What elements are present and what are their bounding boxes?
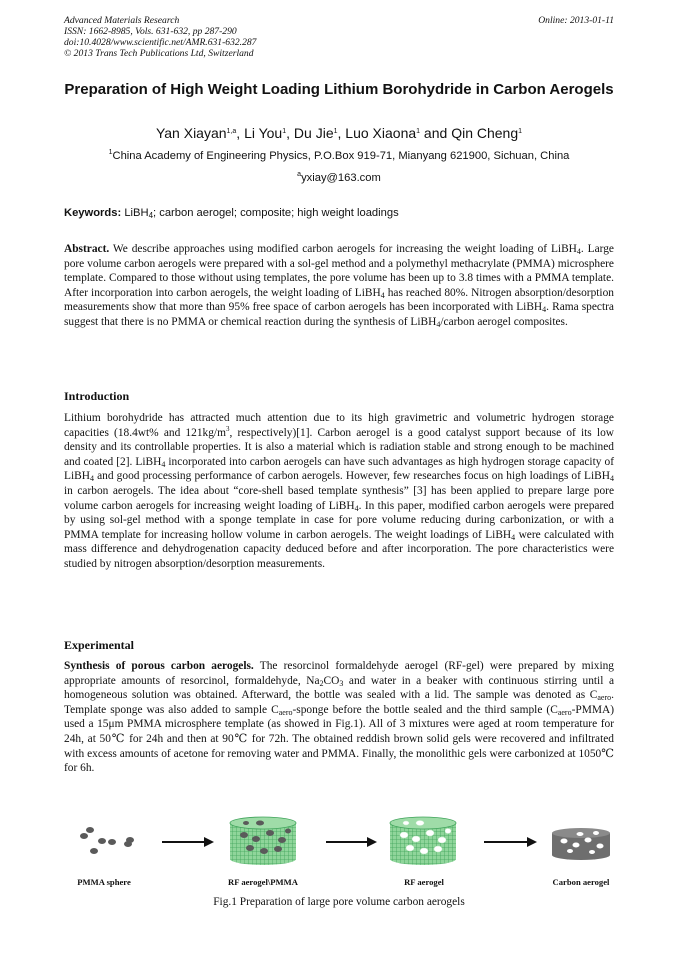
author-name: Du Jie <box>293 125 334 141</box>
email-address[interactable]: yxiay@163.com <box>301 172 381 184</box>
abstract-label: Abstract. <box>64 243 110 255</box>
author-separator: , <box>337 125 346 141</box>
subscript: 2 <box>319 678 324 688</box>
text-run: and water in a beaker with continuous stirring until a homogeneous solution was obtained. Afterward, the bottle was sealed with a lid. The sample was denoted as C <box>64 674 614 702</box>
text-run: were calculated with mass difference and dehydrogenation capacity deduced before and after incorporation. The pore characteristics were studied by nitrogen absorption/desorption measurements. <box>64 528 614 570</box>
pmma-spheres <box>80 827 134 854</box>
sphere <box>86 827 94 833</box>
subscript: 4 <box>89 474 94 484</box>
label-rf-aerogel: RF aerogel <box>404 877 444 887</box>
introduction-body <box>64 411 614 572</box>
author-separator: , <box>236 125 245 141</box>
affiliation-superscript: 1 <box>108 149 113 156</box>
author-name: Luo Xiaona <box>345 125 417 141</box>
experimental-text <box>64 660 614 774</box>
author-superscript: 1 <box>282 128 287 135</box>
arrow-right-icon <box>162 837 214 847</box>
figure-caption: Fig.1 Preparation of large pore volume carbon aerogels <box>213 896 465 908</box>
rf-aerogel-pmma-cylinder <box>230 817 296 865</box>
subscript: aero <box>278 707 293 717</box>
keywords-rest: ; carbon aerogel; composite; high weight loadings <box>153 207 399 219</box>
sphere <box>90 848 98 854</box>
text-run: -sponge before the bottle sealed and the third sample (C <box>292 703 558 716</box>
text-run: has reached 80%. Nitrogen absorption/desorption measurements show that more than 95% free space of carbon aerogels has been incorporated with LiBH <box>64 286 614 314</box>
issn-line: ISSN: 1662-8985, Vols. 631-632, pp 287-290 <box>64 26 237 37</box>
subscript: aero <box>557 707 572 717</box>
text-run: The resorcinol formaldehyde aerogel (RF-gel) were prepared by mixing appropriate amounts of resorcinol, formaldehyde, Na <box>64 660 614 687</box>
subscript: 4 <box>380 290 385 300</box>
figure-1 <box>64 815 624 895</box>
author-superscript: 1 <box>518 128 523 135</box>
introduction-heading: Introduction <box>64 389 130 403</box>
experimental-body <box>64 659 614 776</box>
copyright-line: © 2013 Trans Tech Publications Ltd, Switzerland <box>64 48 254 59</box>
subscript: 4 <box>511 532 516 542</box>
subscript: 4 <box>436 319 441 329</box>
text-run: . Rama spectra suggest that there is no PMMA or chemical reaction during the synthesis of LiBH <box>64 301 614 328</box>
affiliation-text: China Academy of Engineering Physics, P.O.Box 919-71, Mianyang 621900, Sichuan, China <box>112 150 570 162</box>
keywords <box>64 206 614 220</box>
paper-title: Preparation of High Weight Loading Lithium Borohydride in Carbon Aerogels <box>64 81 614 98</box>
author-separator: , <box>286 125 294 141</box>
text-run: , respectively)[1]. Carbon aerogel is a good catalyst support because of its low density and its controllable properties. It is also a material which is radiation stable and strong enough to be machined and coated [2]. LiBH <box>64 426 614 468</box>
author-name: Li You <box>244 125 283 141</box>
author-separator: and <box>420 125 452 141</box>
text-run: /carbon aerogel composites. <box>440 315 568 328</box>
journal-name: Advanced Materials Research <box>64 15 180 26</box>
journal-header <box>64 15 256 59</box>
sphere <box>98 838 106 844</box>
email <box>64 171 614 185</box>
sphere <box>80 833 88 839</box>
keyword-subscript: 4 <box>148 211 154 220</box>
online-date: Online: 2013-01-11 <box>538 15 614 26</box>
sphere <box>108 839 116 845</box>
arrow-right-icon <box>326 837 377 847</box>
subscript: 4 <box>161 459 166 469</box>
author-superscript: 1 <box>416 128 421 135</box>
carbon-aerogel-cylinder <box>552 828 610 860</box>
experimental-subheading: Synthesis of porous carbon aerogels. <box>64 660 254 672</box>
email-superscript: a <box>297 171 302 178</box>
arrow-right-icon <box>484 837 537 847</box>
author-name: Qin Cheng <box>451 125 519 141</box>
text-run: incorporated into carbon aerogels can have such advantages as high hydrogen storage capacity of LiBH <box>64 455 614 483</box>
doi-line[interactable]: doi:10.4028/www.scientific.net/AMR.631-632.287 <box>64 37 257 48</box>
author-superscript: 1,a <box>226 128 237 135</box>
sphere <box>124 841 132 847</box>
rf-aerogel-cylinder <box>390 817 456 865</box>
subscript: 4 <box>610 474 614 484</box>
author-superscript: 1 <box>333 128 338 135</box>
text-run: . Template sponge was also added to sample C <box>64 689 614 716</box>
label-rf-aerogel-pmma: RF aerogel\PMMA <box>228 877 298 887</box>
text-run: in carbon aerogels. The idea about “core-shell based template synthesis” [3] has been applied to prepare large pore volume carbon aerogels for increasing weight loading of LiBH <box>64 484 614 512</box>
author-list <box>64 124 614 142</box>
superscript: 3 <box>225 424 230 433</box>
subscript: aero <box>597 693 612 703</box>
text-run: Lithium borohydride has attracted much attention due to its high gravimetric and volumetric hydrogen storage capacities (18.4wt% and 121kg/m <box>64 412 614 439</box>
experimental-heading: Experimental <box>64 638 134 652</box>
text-run: . In this paper, modified carbon aerogels were prepared by using sol-gel method with a sponge template in case for pore volume reducing during carbonization, or with a PMMA template for increasing hollow volume in carbon aerogels. The weight loadings of LiBH <box>64 499 614 541</box>
text-run: We describe approaches using modified carbon aerogels for increasing the weight loading of LiBH <box>109 243 577 255</box>
label-carbon-aerogel: Carbon aerogel <box>552 877 610 887</box>
subscript: 3 <box>339 678 344 688</box>
affiliation <box>40 149 638 163</box>
subscript: 4 <box>576 247 581 256</box>
keywords-label: Keywords: <box>64 207 122 219</box>
label-pmma-sphere: PMMA sphere <box>77 877 131 887</box>
text-run: -PMMA) used a 15μm PMMA microsphere template (as showed in Fig.1). All of 3 mixtures were aged at room temperature for 24h, at 50℃ for 24h and then at 90℃ for 72h. The obtained reddish brown solid gels were recovered and infiltrated with excess amounts of acetone for removing water and PMMA. Finally, the monolithic gels were carbonized at 1050℃ for 6h. <box>64 703 614 775</box>
abstract <box>64 242 614 330</box>
keyword-libh4: LiBH <box>124 207 149 219</box>
abstract-body <box>64 243 614 328</box>
subscript: 4 <box>354 503 359 513</box>
text-run: and good processing performance of carbon aerogels. However, few researches focus on high loadings of LiBH <box>93 470 610 483</box>
text-run: . Large pore volume carbon aerogels were prepared with a sol-gel method and a polymethyl methacrylate (PMMA) microsphere template. Compared to those without using templates, the pore volume has been up to 3.8 times with a PMMA template. After incorporation into carbon aerogels, the weight loading of LiBH <box>64 243 614 299</box>
author-name: Yan Xiayan <box>155 125 227 141</box>
subscript: 4 <box>542 305 547 315</box>
text-run: CO <box>323 674 340 687</box>
